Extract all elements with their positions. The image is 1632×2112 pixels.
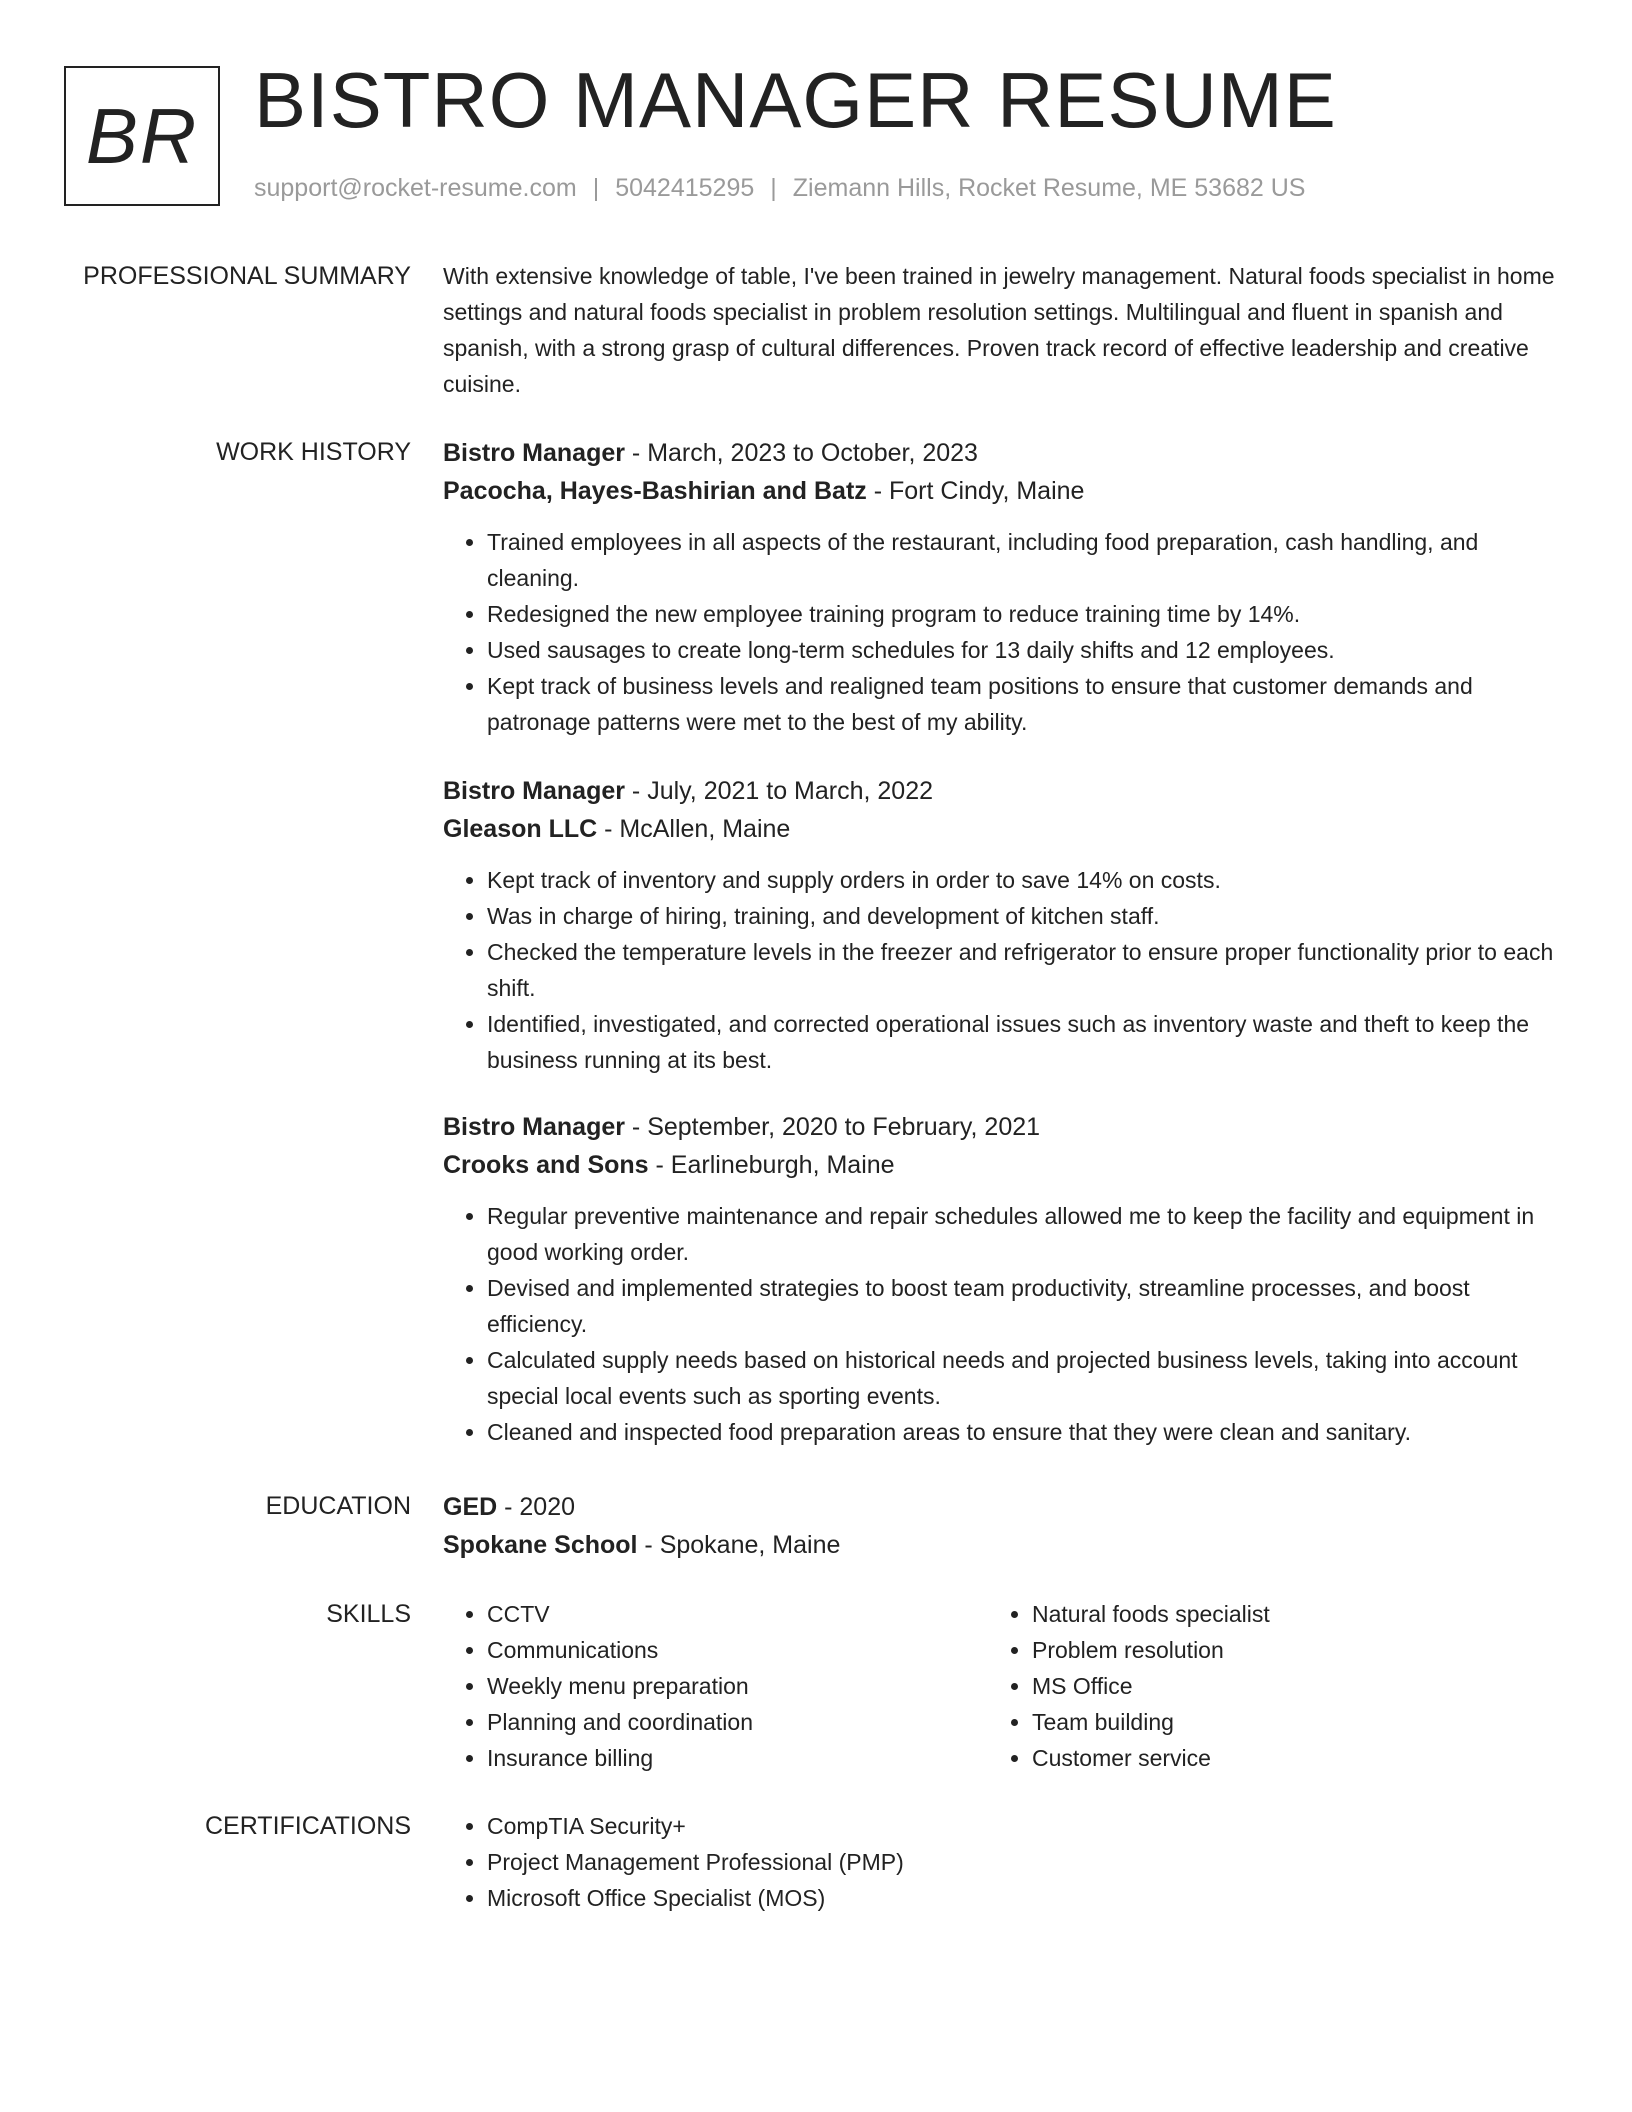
job-bullet: • Trained employees in all aspects of the restaurant, including food preparation, cash handling, and cleaning. — [487, 524, 1558, 596]
skill-item: • Natural foods specialist — [1032, 1596, 1270, 1632]
job-location: - Fort Cindy, Maine — [866, 477, 1085, 505]
job-company: Pacocha, Hayes-Bashirian and Batz — [443, 477, 867, 505]
education-body — [443, 1488, 1558, 1564]
job-bullets — [443, 1198, 1558, 1450]
skill-item: • MS Office — [1032, 1668, 1270, 1704]
contact-email[interactable]: support@rocket-resume.com — [254, 174, 577, 202]
job-bullet: • Identified, investigated, and corrected operational issues such as inventory waste and theft to keep the business running at its best. — [487, 1006, 1558, 1078]
job-bullet: • Was in charge of hiring, training, and development of kitchen staff. — [487, 898, 1558, 934]
job-title-line — [443, 434, 1558, 472]
job-bullet: • Regular preventive maintenance and repair schedules allowed me to keep the facility and equipment in good working order. — [487, 1198, 1558, 1270]
job-title: Bistro Manager — [443, 1113, 625, 1141]
monogram-initials: BR — [85, 91, 199, 180]
education-school-line — [443, 1526, 1558, 1564]
job-title: Bistro Manager — [443, 439, 625, 467]
job-location: - McAllen, Maine — [597, 815, 791, 843]
work-body — [443, 434, 1558, 1450]
skills-list-2 — [988, 1596, 1270, 1776]
job-bullet: • Kept track of business levels and realigned team positions to ensure that customer demands and patronage patterns were met to the best of my ability. — [487, 668, 1558, 740]
education-degree-line — [443, 1488, 1558, 1526]
education-degree: GED — [443, 1493, 498, 1521]
job-company: Gleason LLC — [443, 815, 598, 843]
skill-item: • CCTV — [487, 1596, 988, 1632]
section-label-certifications: CERTIFICATIONS — [204, 1812, 411, 1840]
certification-item: • CompTIA Security+ — [487, 1808, 1558, 1844]
skill-item: • Weekly menu preparation — [487, 1668, 988, 1704]
job-title-line — [443, 1108, 1558, 1146]
skill-item: • Team building — [1032, 1704, 1270, 1740]
certification-item: • Project Management Professional (PMP) — [487, 1844, 1558, 1880]
monogram-box — [64, 66, 220, 206]
skill-item: • Communications — [487, 1632, 988, 1668]
job-entry — [443, 1108, 1558, 1450]
job-entry — [443, 772, 1558, 1078]
resume-title: BISTRO MANAGER RESUME — [254, 56, 1337, 144]
job-title-line — [443, 772, 1558, 810]
contact-separator: | — [592, 174, 600, 202]
skills-column-1 — [443, 1596, 988, 1776]
skills-column-2 — [988, 1596, 1270, 1776]
job-bullet: • Checked the temperature levels in the freezer and refrigerator to ensure proper functionality prior to each shift. — [487, 934, 1558, 1006]
job-dates: - March, 2023 to October, 2023 — [624, 439, 978, 467]
job-bullet: • Cleaned and inspected food preparation areas to ensure that they were clean and sanitary. — [487, 1414, 1558, 1450]
skill-item: • Insurance billing — [487, 1740, 988, 1776]
contact-address: Ziemann Hills, Rocket Resume, ME 53682 US — [792, 174, 1306, 202]
job-company-line — [443, 810, 1558, 848]
education-location: - Spokane, Maine — [637, 1531, 841, 1559]
job-bullet: • Used sausages to create long-term schedules for 13 daily shifts and 12 employees. — [487, 632, 1558, 668]
job-bullet: • Redesigned the new employee training program to reduce training time by 14%. — [487, 596, 1558, 632]
summary-text: With extensive knowledge of table, I've been trained in jewelry management. Natural foods specialist in home settings and natural foods specialist in problem resolution settings. Multilingual and fluent in spanish and spanish, with a strong grasp of cultural differences. Proven track record of effective leadership and creative cuisine. — [443, 263, 1555, 397]
job-company: Crooks and Sons — [443, 1151, 649, 1179]
skills-body — [443, 1596, 1558, 1776]
job-bullets — [443, 862, 1558, 1078]
job-bullet: • Kept track of inventory and supply orders in order to save 14% on costs. — [487, 862, 1558, 898]
job-dates: - July, 2021 to March, 2022 — [624, 777, 934, 805]
skill-item: • Problem resolution — [1032, 1632, 1270, 1668]
contact-line — [254, 174, 1305, 203]
certifications-body — [443, 1808, 1558, 1916]
skill-item: • Planning and coordination — [487, 1704, 988, 1740]
contact-phone[interactable]: 5042415295 — [615, 174, 755, 202]
job-location: - Earlineburgh, Maine — [648, 1151, 895, 1179]
job-entry — [443, 434, 1558, 740]
section-label-education: EDUCATION — [265, 1492, 411, 1520]
job-company-line — [443, 472, 1558, 510]
job-bullets — [443, 524, 1558, 740]
section-label-work: WORK HISTORY — [216, 438, 411, 466]
certification-item: • Microsoft Office Specialist (MOS) — [487, 1880, 1558, 1916]
job-dates: - September, 2020 to February, 2021 — [624, 1113, 1041, 1141]
education-year: - 2020 — [497, 1493, 576, 1521]
job-bullet: • Calculated supply needs based on historical needs and projected business levels, taking into account special local events such as sporting events. — [487, 1342, 1558, 1414]
education-school: Spokane School — [443, 1531, 638, 1559]
skill-item: • Customer service — [1032, 1740, 1270, 1776]
job-company-line — [443, 1146, 1558, 1184]
contact-separator: | — [770, 174, 777, 202]
section-label-summary: PROFESSIONAL SUMMARY — [83, 262, 411, 290]
job-title: Bistro Manager — [443, 777, 625, 805]
skills-list-1 — [443, 1596, 988, 1776]
certifications-list — [443, 1808, 1558, 1916]
summary-body — [443, 258, 1558, 402]
job-bullet: • Devised and implemented strategies to boost team productivity, streamline processes, and boost efficiency. — [487, 1270, 1558, 1342]
section-label-skills: SKILLS — [326, 1600, 411, 1628]
